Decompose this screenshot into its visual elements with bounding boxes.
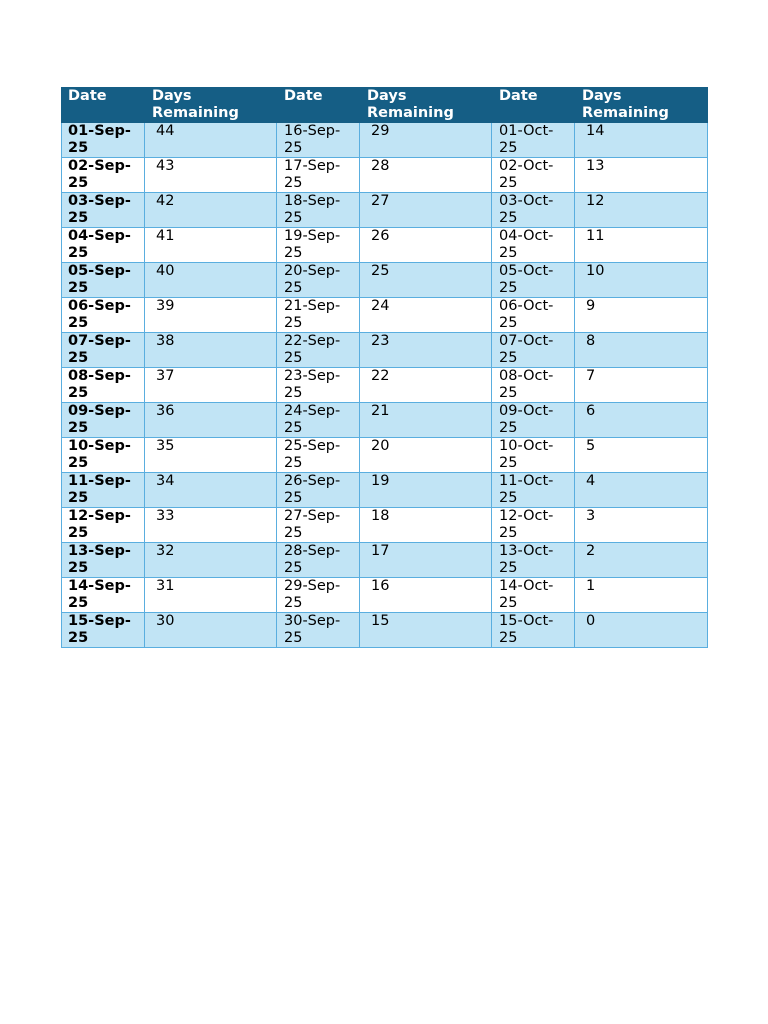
date-cell: 18-Sep-25 (277, 193, 360, 228)
table-row (62, 193, 708, 228)
header-date: Date (62, 88, 145, 123)
date-cell: 07-Sep-25 (62, 333, 145, 368)
table-row (62, 333, 708, 368)
countdown-table (61, 87, 708, 648)
date-cell: 16-Sep-25 (277, 123, 360, 158)
days-remaining-cell: 22 (360, 368, 492, 403)
table-row (62, 158, 708, 193)
date-cell: 04-Oct-25 (492, 228, 575, 263)
days-remaining-cell: 33 (145, 508, 277, 543)
date-cell: 10-Sep-25 (62, 438, 145, 473)
table-header (62, 88, 708, 123)
days-remaining-cell: 26 (360, 228, 492, 263)
days-remaining-cell: 13 (575, 158, 708, 193)
days-remaining-cell: 34 (145, 473, 277, 508)
days-remaining-cell: 7 (575, 368, 708, 403)
days-remaining-cell: 24 (360, 298, 492, 333)
days-remaining-cell: 38 (145, 333, 277, 368)
days-remaining-cell: 8 (575, 333, 708, 368)
table-row (62, 438, 708, 473)
days-remaining-cell: 14 (575, 123, 708, 158)
date-cell: 01-Sep-25 (62, 123, 145, 158)
date-cell: 20-Sep-25 (277, 263, 360, 298)
date-cell: 14-Sep-25 (62, 578, 145, 613)
date-cell: 27-Sep-25 (277, 508, 360, 543)
days-remaining-cell: 30 (145, 613, 277, 648)
date-cell: 29-Sep-25 (277, 578, 360, 613)
date-cell: 04-Sep-25 (62, 228, 145, 263)
date-cell: 11-Sep-25 (62, 473, 145, 508)
days-remaining-cell: 6 (575, 403, 708, 438)
days-remaining-cell: 9 (575, 298, 708, 333)
days-remaining-cell: 2 (575, 543, 708, 578)
date-cell: 22-Sep-25 (277, 333, 360, 368)
date-cell: 21-Sep-25 (277, 298, 360, 333)
days-remaining-cell: 31 (145, 578, 277, 613)
table-row (62, 543, 708, 578)
days-remaining-cell: 37 (145, 368, 277, 403)
days-remaining-cell: 41 (145, 228, 277, 263)
table-row (62, 578, 708, 613)
days-remaining-cell: 32 (145, 543, 277, 578)
date-cell: 02-Sep-25 (62, 158, 145, 193)
days-remaining-cell: 20 (360, 438, 492, 473)
header-days-remaining: Days Remaining (145, 88, 277, 123)
days-remaining-cell: 44 (145, 123, 277, 158)
date-cell: 05-Oct-25 (492, 263, 575, 298)
date-cell: 08-Oct-25 (492, 368, 575, 403)
date-cell: 03-Oct-25 (492, 193, 575, 228)
date-cell: 15-Oct-25 (492, 613, 575, 648)
days-remaining-cell: 10 (575, 263, 708, 298)
date-cell: 01-Oct-25 (492, 123, 575, 158)
days-remaining-cell: 29 (360, 123, 492, 158)
days-remaining-cell: 23 (360, 333, 492, 368)
date-cell: 23-Sep-25 (277, 368, 360, 403)
header-row (62, 88, 708, 123)
date-cell: 12-Sep-25 (62, 508, 145, 543)
days-remaining-cell: 28 (360, 158, 492, 193)
date-cell: 13-Sep-25 (62, 543, 145, 578)
date-cell: 06-Sep-25 (62, 298, 145, 333)
date-cell: 03-Sep-25 (62, 193, 145, 228)
header-days-remaining: Days Remaining (360, 88, 492, 123)
date-cell: 02-Oct-25 (492, 158, 575, 193)
date-cell: 05-Sep-25 (62, 263, 145, 298)
date-cell: 08-Sep-25 (62, 368, 145, 403)
days-remaining-cell: 27 (360, 193, 492, 228)
table-row (62, 123, 708, 158)
days-remaining-cell: 21 (360, 403, 492, 438)
days-remaining-cell: 11 (575, 228, 708, 263)
date-cell: 17-Sep-25 (277, 158, 360, 193)
date-cell: 10-Oct-25 (492, 438, 575, 473)
date-cell: 09-Oct-25 (492, 403, 575, 438)
table-row (62, 613, 708, 648)
days-remaining-cell: 16 (360, 578, 492, 613)
date-cell: 28-Sep-25 (277, 543, 360, 578)
table-row (62, 473, 708, 508)
date-cell: 19-Sep-25 (277, 228, 360, 263)
days-remaining-cell: 43 (145, 158, 277, 193)
date-cell: 25-Sep-25 (277, 438, 360, 473)
days-remaining-cell: 15 (360, 613, 492, 648)
table-row (62, 368, 708, 403)
date-cell: 11-Oct-25 (492, 473, 575, 508)
date-cell: 12-Oct-25 (492, 508, 575, 543)
days-remaining-cell: 25 (360, 263, 492, 298)
days-remaining-cell: 19 (360, 473, 492, 508)
date-cell: 24-Sep-25 (277, 403, 360, 438)
date-cell: 30-Sep-25 (277, 613, 360, 648)
days-remaining-cell: 3 (575, 508, 708, 543)
table-row (62, 298, 708, 333)
table-body (62, 123, 708, 648)
date-cell: 15-Sep-25 (62, 613, 145, 648)
header-date: Date (277, 88, 360, 123)
days-remaining-cell: 39 (145, 298, 277, 333)
table-row (62, 508, 708, 543)
days-remaining-cell: 4 (575, 473, 708, 508)
days-remaining-cell: 35 (145, 438, 277, 473)
date-cell: 07-Oct-25 (492, 333, 575, 368)
days-remaining-cell: 0 (575, 613, 708, 648)
date-cell: 14-Oct-25 (492, 578, 575, 613)
date-cell: 06-Oct-25 (492, 298, 575, 333)
header-days-remaining: Days Remaining (575, 88, 708, 123)
table-row (62, 228, 708, 263)
days-remaining-cell: 5 (575, 438, 708, 473)
table-row (62, 263, 708, 298)
days-remaining-cell: 36 (145, 403, 277, 438)
table-row (62, 403, 708, 438)
days-remaining-cell: 1 (575, 578, 708, 613)
date-cell: 09-Sep-25 (62, 403, 145, 438)
date-cell: 13-Oct-25 (492, 543, 575, 578)
days-remaining-cell: 40 (145, 263, 277, 298)
days-remaining-cell: 17 (360, 543, 492, 578)
days-remaining-cell: 18 (360, 508, 492, 543)
days-remaining-cell: 12 (575, 193, 708, 228)
days-remaining-cell: 42 (145, 193, 277, 228)
date-cell: 26-Sep-25 (277, 473, 360, 508)
header-date: Date (492, 88, 575, 123)
